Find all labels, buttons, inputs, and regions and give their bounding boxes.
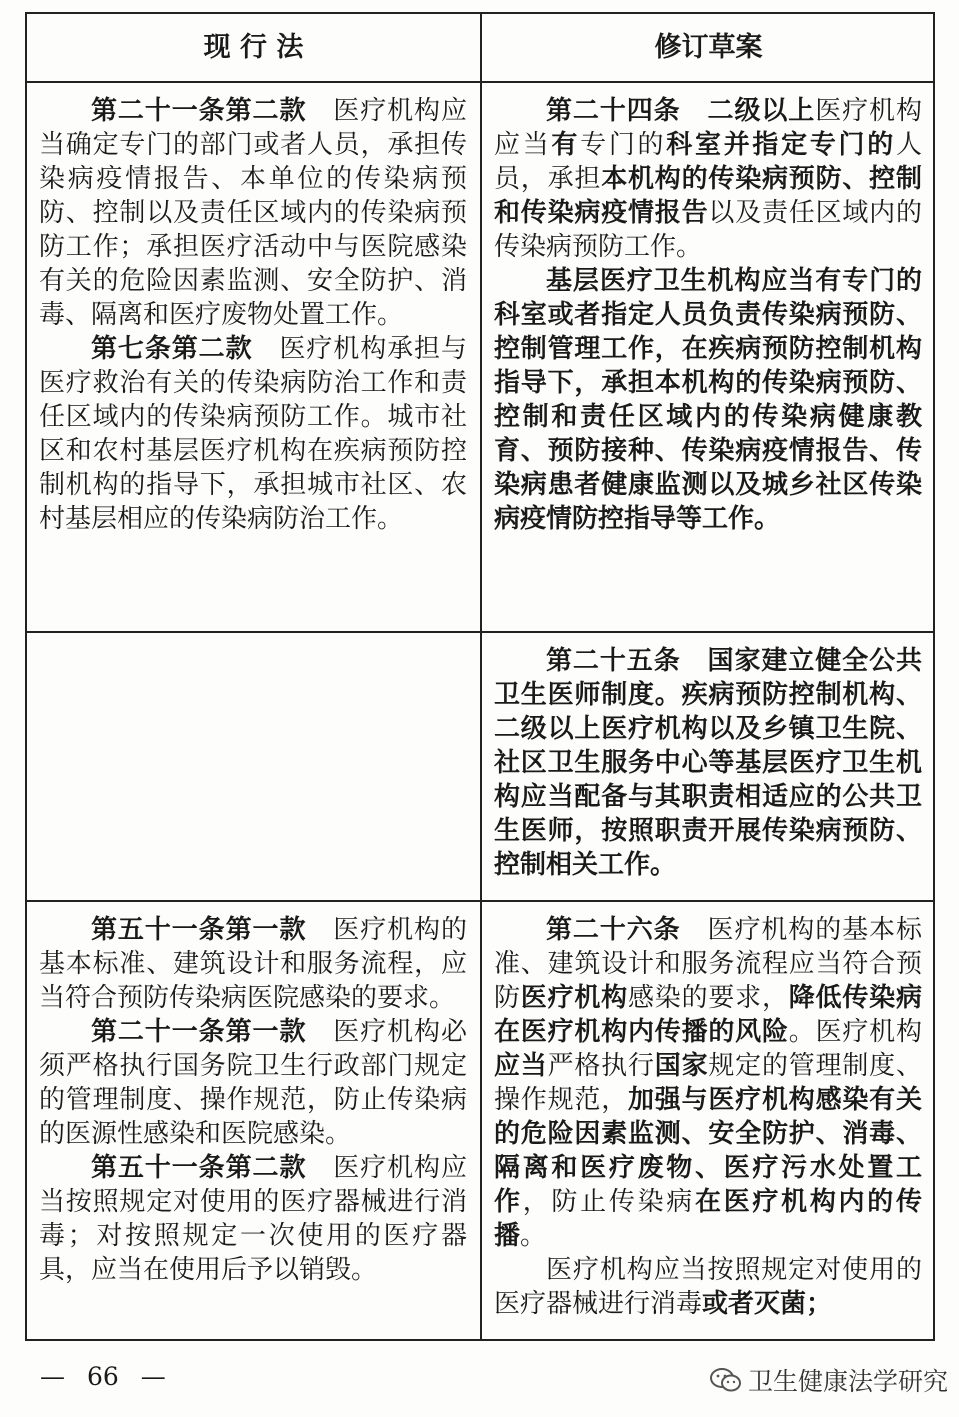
paragraph [494,264,922,536]
row-2-revised-draft [494,644,922,882]
dash-left: — [40,1362,65,1391]
paragraph [39,913,467,1015]
text: 医疗机构的基本标准、建筑设计和服务流程，应当符合预防传染病医院感染的要求。 [39,915,467,1013]
text: 人员，承担 [494,130,922,194]
bold-text: 有 [551,130,581,160]
bold-text: 加强与医疗机构感染有关的危险因素监测、安全防护、消毒、隔离和医疗废物、医疗污水处置工作 [494,1085,922,1217]
text: 医疗机构的基本标准、建筑设计和服务流程应当符合预防 [494,915,922,1013]
paragraph [39,94,467,332]
text: 专门的 [580,130,667,160]
bold-text: 基层医疗卫生机构应当有专门的科室或者指定人员负责传染病预防、控制管理工作，在疾病预防控制机构指导下，承担本机构的传染病预防、控制和责任区域内的传染病健康教育、预防接种、传染病疫情报告、传染病患者健康监测以及城乡社区传染病疫情防控指导等工作。 [494,266,922,534]
row-3-current-law [39,913,467,1287]
dash-right: — [140,1362,166,1391]
bold-text: 医疗机构 [520,983,628,1013]
text: 医疗机构必须严格执行国务院卫生行政部门规定的管理制度、操作规范，防止传染病的医源性感染和医院感染。 [39,1017,467,1149]
bold-text: 本机构的传染病预防、控制和传染病疫情报告 [494,164,922,228]
text: 医疗机构应当按照规定对使用的医疗器械进行消毒 [494,1255,922,1319]
text: 规定的管理制度、操作规范， [494,1051,922,1115]
bold-text: 第二十一条第一款 [91,1017,307,1047]
page-number: 66 [86,1362,119,1391]
row-3-revised-draft [494,913,922,1321]
wechat-icon [710,1367,742,1393]
column-divider [480,14,482,1339]
text: 医疗机构承担与医疗救治有关的传染病防治工作和责任区域内的传染病预防工作。城市社区和农村基层医疗机构在疾病预防控制机构的指导下，承担城市社区、农村基层相应的传染病防治工作。 [39,334,467,534]
watermark [710,1362,948,1398]
header-revised-draft: 修订草案 [654,32,763,63]
bold-text: 应当 [494,1051,548,1081]
text: ，防止传染病 [522,1187,695,1217]
comparison-table [25,12,935,1341]
text: 医疗机构应当 [494,96,922,160]
paragraph [494,1253,922,1321]
paragraph [39,1151,467,1287]
paragraph [494,913,922,1253]
text: 。医疗机构 [788,1017,922,1047]
paragraph [494,94,922,264]
bold-text: 第二十六条 [546,915,681,945]
page-number-block [40,1362,166,1391]
bold-text: 国家 [654,1051,709,1081]
text: 医疗机构应当确定专门的部门或者人员，承担传染病疫情报告、本单位的传染病预防、控制以及责任区域内的传染病预防工作；承担医疗活动中与医院感染有关的危险因素监测、安全防护、消毒、隔离和医疗废物处置工作。 [39,96,467,330]
text: 严格执行 [547,1051,655,1081]
bold-text: 降低传染病在医疗机构内传播的风险 [494,983,922,1047]
paragraph [39,332,467,536]
bold-text: 科室并指定专门的 [666,130,896,160]
bold-text: 第七条第二款 [91,334,253,364]
bold-text: 在医疗机构内的传播 [494,1187,922,1251]
bold-text: 第二十五条 国家建立健全公共卫生医师制度。疾病预防控制机构、二级以上医疗机构以及乡镇卫生院、社区卫生服务中心等基层医疗卫生机构应当配备与其职责相适应的公共卫生医师，按照职责开展传染病预防、控制相关工作。 [494,646,922,880]
bold-text: 第二十四条 二级以上 [546,96,816,126]
paragraph [494,644,922,882]
paragraph [39,1015,467,1151]
header-current-law: 现 行 法 [203,32,304,63]
bold-text: 或者灭菌； [702,1289,833,1319]
row-divider [27,900,933,902]
row-1-current-law [39,94,467,536]
bold-text: 第五十一条第一款 [91,915,307,945]
bold-text: 第五十一条第二款 [91,1153,307,1183]
text: 。 [520,1221,547,1251]
bold-text: 第二十一条第二款 [91,96,307,126]
text: 医疗机构应当按照规定对使用的医疗器械进行消毒；对按照规定一次使用的医疗器具，应当在使用后予以销毁。 [39,1153,467,1285]
text: 以及责任区域内的传染病预防工作。 [494,198,922,262]
row-divider [27,631,933,633]
watermark-text: 卫生健康法学研究 [748,1367,949,1396]
text: 感染的要求， [627,983,789,1013]
row-1-revised-draft [494,94,922,536]
